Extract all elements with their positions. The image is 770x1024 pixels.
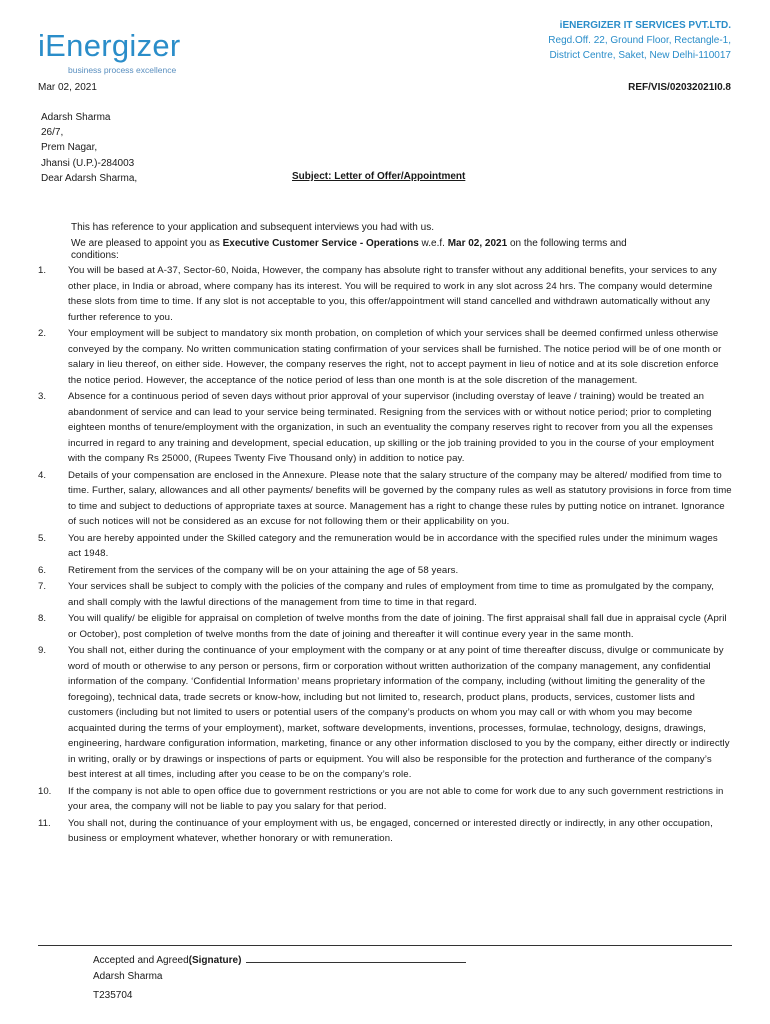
signature-divider xyxy=(38,945,732,946)
term-text: You will be based at A-37, Sector-60, Noida, However, the company has absolute right to transfer without any additional benefits, your services to any other place, in India or abroad, where company has its interest. You will be required to work in any slot across 24 hrs. The company would determine these slots from time to time. If any slot is not acceptable to you, this offer/appointment will stand cancelled and withdrawn automatically without any further reference to you. xyxy=(68,265,717,323)
logo-wordmark: iEnergizer xyxy=(38,28,181,63)
job-role: Executive Customer Service - Operations xyxy=(222,238,419,249)
term-item xyxy=(38,389,732,467)
company-address-line1: Regd.Off. 22, Ground Floor, Rectangle-1, xyxy=(548,35,731,46)
intro-text: w.e.f. xyxy=(418,238,448,249)
employee-code: T235704 xyxy=(93,990,133,1001)
term-text: You will qualify/ be eligible for appraisal on completion of twelve months from the date of joining. The first appraisal shall fall due in appraisal cycle (April or October), post completion of twelve months from the date of joining and thereafter it will continue every year in the same month. xyxy=(68,613,727,640)
term-item xyxy=(38,531,732,562)
term-item xyxy=(38,816,732,847)
term-item xyxy=(38,784,732,815)
company-name: iENERGIZER IT SERVICES PVT.LTD. xyxy=(559,20,731,31)
intro-paragraph-1: This has reference to your application and subsequent interviews you had with us. xyxy=(71,222,434,233)
term-item xyxy=(38,326,732,388)
company-logo xyxy=(38,30,181,75)
term-text: Your services shall be subject to comply with the policies of the company and rules of employment from time to time as promulgated by the company, and shall comply with the lawful directions of the management from time to time in that regard. xyxy=(68,581,714,608)
acceptance-label: Accepted and Agreed xyxy=(93,955,189,966)
signature-label: (Signature) xyxy=(188,955,242,966)
intro-paragraph-2 xyxy=(71,238,671,262)
term-number: 10. xyxy=(38,785,52,797)
recipient-address xyxy=(41,110,137,186)
term-number: 8. xyxy=(38,613,47,624)
logo-tagline: business process excellence xyxy=(68,65,177,75)
term-item xyxy=(38,643,732,783)
term-text: Absence for a continuous period of seven days without prior approval of your supervisor (including overstay of leave / training) would be treated an abandonment of service and can lead to your service being terminated. Resigning from the services with or without notice period; prior to completing eighteen months of tenure/employment with the organization, in such an eventuality the company reserves right to recover from you all the expenses incurred in regard to any training and development, special education, up skilling or the job training provided to you in the course of your employment with the company Rs 25000, (Rupees Twenty Five Thousand only) in addition to notice pay. xyxy=(68,391,714,464)
term-text: If the company is not able to open office due to government restrictions or you are not able to come for work due to any such government restrictions in your area, the company will not be liable to pay you salary for that period. xyxy=(68,785,724,812)
term-number: 9. xyxy=(38,645,47,656)
term-text: You are hereby appointed under the Skilled category and the remuneration would be in accordance with the specified rules under the minimum wages act 1948. xyxy=(68,532,718,559)
terms-list xyxy=(38,263,732,848)
term-number: 11. xyxy=(38,817,51,829)
term-text: You shall not, during the continuance of your employment with us, be engaged, concerned or interested directly or indirectly, in any other occupation, business or employment whatever, whether honorary or with remuneration. xyxy=(68,817,713,844)
term-item xyxy=(38,468,732,530)
term-number: 1. xyxy=(38,265,47,276)
term-number: 6. xyxy=(38,564,47,576)
letter-date: Mar 02, 2021 xyxy=(38,82,97,93)
term-number: 2. xyxy=(38,328,47,339)
signature-line[interactable] xyxy=(246,962,466,963)
recipient-name: Adarsh Sharma xyxy=(41,112,111,123)
term-item xyxy=(38,579,732,610)
intro-section xyxy=(71,222,671,266)
recipient-line2: Prem Nagar, xyxy=(41,142,98,154)
letter-subject: Subject: Letter of Offer/Appointment xyxy=(292,171,466,182)
signature-block xyxy=(93,953,466,1004)
company-address-line2: District Centre, Saket, New Delhi-110017 xyxy=(549,50,731,61)
term-item xyxy=(38,563,732,579)
term-item xyxy=(38,611,732,642)
acceptance-line xyxy=(93,953,466,969)
term-number: 5. xyxy=(38,532,47,544)
term-text: Retirement from the services of the company will be on your attaining the age of 58 years. xyxy=(68,564,459,576)
term-number: 3. xyxy=(38,391,47,402)
term-item xyxy=(38,263,732,325)
term-number: 4. xyxy=(38,469,47,481)
term-text: You shall not, either during the continuance of your employment with the company or at any point of time thereafter discuss, divulge or communicate by word of mouth or otherwise to any person or persons, firm or corporation without written authorization of the company management, any confidential information of the company. ‘Confidential Information’ means proprietary information of the company, including (without limiting the generality of the foregoing), technical data, trade secrets or know-how, including but not limited to, research, product plans, products, services, customer lists and customers (including but not limited to users or potential users of the company’s products on whom you may call or with whom you may become acquainted during the terms of your employment), market, software developments, inventions, processes, formulae, technology, designs, drawings, engineering, hardware configuration information, marketing, finance or any other information disclosed to you by the company, either directly or indirectly in writing, orally or by drawings or inspections of parts or equipment. You will also be responsible for the protection and furtherance of the company’s best interest at all times, including after you cease to be on the company’s role. xyxy=(68,645,730,780)
signer-name: Adarsh Sharma xyxy=(93,971,163,982)
salutation: Dear Adarsh Sharma, xyxy=(41,172,138,184)
term-text: Details of your compensation are enclosed in the Annexure. Please note that the salary structure of the company may be altered/ modified from time to time. Further, salary, allowances and all other payments/ benefits will be governed by the company rules as well as statutory provisions in force from time to time and subject to deductions of appropriate taxes at source. Management has a right to change these rules by putting notice on intranet. Ignorance of such notices will not be considered as an excuse for not following them or their applicability on you. xyxy=(68,469,732,527)
reference-number: REF/VIS/02032021I0.8 xyxy=(628,82,731,93)
recipient-line1: 26/7, xyxy=(41,127,64,139)
term-number: 7. xyxy=(38,581,47,592)
recipient-line3: Jhansi (U.P.)-284003 xyxy=(41,157,135,169)
intro-text: We are pleased to appoint you as xyxy=(71,238,223,249)
term-text: Your employment will be subject to mandatory six month probation, on completion of which your services shall be deemed confirmed unless otherwise conveyed by the company. No written communication stating confirmation of your services shall be furnished. The notice period will be of one month or salary in lieu thereof, on either side. However, the company reserves the right, not to accept payment in lieu of notice and at its sole discretion enforce the notice period. However, the acceptance of the notice period of less than one month is at the sole discretion of the management. xyxy=(68,328,722,386)
company-header xyxy=(548,18,731,63)
start-date: Mar 02, 2021 xyxy=(447,238,508,249)
intro-text: on the following terms and conditions: xyxy=(71,238,627,261)
